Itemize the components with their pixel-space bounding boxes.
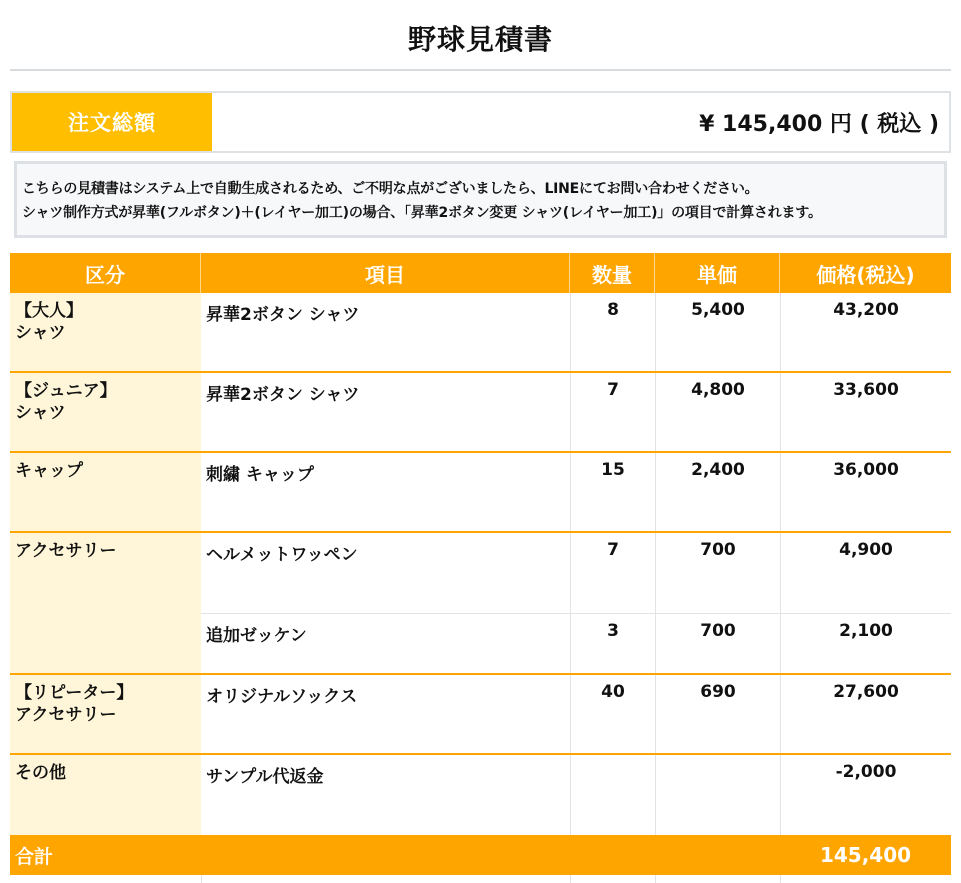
page-title: 野球見積書 — [407, 23, 553, 56]
category-label: シャツ — [15, 323, 66, 343]
header-quantity: 数量 — [570, 253, 655, 293]
title-divider — [10, 69, 951, 71]
category-label: キャップ — [15, 461, 83, 481]
item-quantity: 8 — [570, 293, 655, 371]
item-name: 昇華2ボタン シャツ — [206, 385, 360, 405]
item-unit-price: 700 — [655, 614, 780, 673]
order-total-box — [10, 91, 951, 153]
header-unit-price: 単価 — [655, 253, 780, 293]
item-unit-price: 690 — [655, 675, 780, 753]
category-cell — [10, 453, 201, 531]
table-row — [201, 533, 951, 613]
category-label: その他 — [15, 763, 66, 783]
header-price: 価格(税込) — [816, 262, 915, 287]
notice-line-1: こちらの見積書はシステム上で自動生成されるため、ご不明な点がございましたら、LINEにてお問い合わせください。 — [22, 181, 759, 197]
header-item: 項目 — [201, 253, 570, 293]
item-name: 追加ゼッケン — [206, 626, 307, 646]
item-quantity: 40 — [570, 675, 655, 753]
total-row-label: 合計 — [15, 845, 54, 868]
item-price: 2,100 — [780, 614, 951, 673]
item-name: ヘルメットワッペン — [206, 545, 358, 565]
item-unit-price: 5,400 — [655, 293, 780, 371]
item-name: 昇華2ボタン シャツ — [206, 305, 360, 325]
item-price: 4,900 — [780, 533, 951, 613]
category-label: 【リピーター】 — [15, 683, 134, 703]
category-cell — [10, 755, 201, 835]
notice-line-2: シャツ制作方式が昇華(フルボタン)＋(レイヤー加工)の場合、「昇華2ボタン変更 シャツ(レイヤー加工)」の項目で計算されます。 — [22, 205, 822, 221]
table-row — [201, 675, 951, 753]
category-label: アクセサリー — [15, 705, 117, 725]
item-name: オリジナルソックス — [206, 687, 358, 707]
item-unit-price: 4,800 — [655, 373, 780, 451]
category-cell — [10, 533, 201, 673]
category-label: 【大人】 — [15, 301, 83, 321]
category-label: アクセサリー — [15, 541, 117, 561]
table-row — [201, 373, 951, 451]
category-cell — [10, 293, 201, 371]
table-tail — [10, 875, 951, 883]
item-quantity: 7 — [570, 533, 655, 613]
item-price: 33,600 — [780, 373, 951, 451]
category-label: 【ジュニア】 — [15, 381, 117, 401]
item-price: 43,200 — [780, 293, 951, 371]
table-group — [10, 453, 951, 533]
table-header — [10, 253, 951, 293]
table-group — [10, 373, 951, 453]
item-quantity: 15 — [570, 453, 655, 531]
item-price: 27,600 — [780, 675, 951, 753]
item-unit-price: 2,400 — [655, 453, 780, 531]
table-group — [10, 293, 951, 373]
order-total-label: 注文総額 — [12, 93, 212, 151]
item-price: 36,000 — [780, 453, 951, 531]
item-quantity: 7 — [570, 373, 655, 451]
table-group — [10, 533, 951, 675]
table-group — [10, 755, 951, 835]
table-row — [201, 453, 951, 531]
category-label: シャツ — [15, 403, 66, 423]
table-row — [201, 613, 951, 673]
category-cell — [10, 373, 201, 451]
notice-box — [14, 161, 947, 238]
item-name: サンプル代返金 — [206, 767, 324, 787]
item-quantity: 3 — [570, 614, 655, 673]
order-total-value: ¥ 145,400 円 ( 税込 ) — [699, 111, 939, 137]
total-row-value: 145,400 — [819, 843, 912, 867]
table-group — [10, 675, 951, 755]
item-unit-price: 700 — [655, 533, 780, 613]
category-cell — [10, 675, 201, 753]
estimate-table — [10, 253, 951, 883]
total-row — [10, 835, 951, 875]
item-price: -2,000 — [780, 755, 951, 835]
table-row — [201, 755, 951, 835]
item-unit-price — [655, 755, 780, 835]
header-category: 区分 — [10, 253, 201, 293]
item-name: 刺繍 キャップ — [206, 465, 314, 485]
table-row — [201, 293, 951, 371]
item-quantity — [570, 755, 655, 835]
